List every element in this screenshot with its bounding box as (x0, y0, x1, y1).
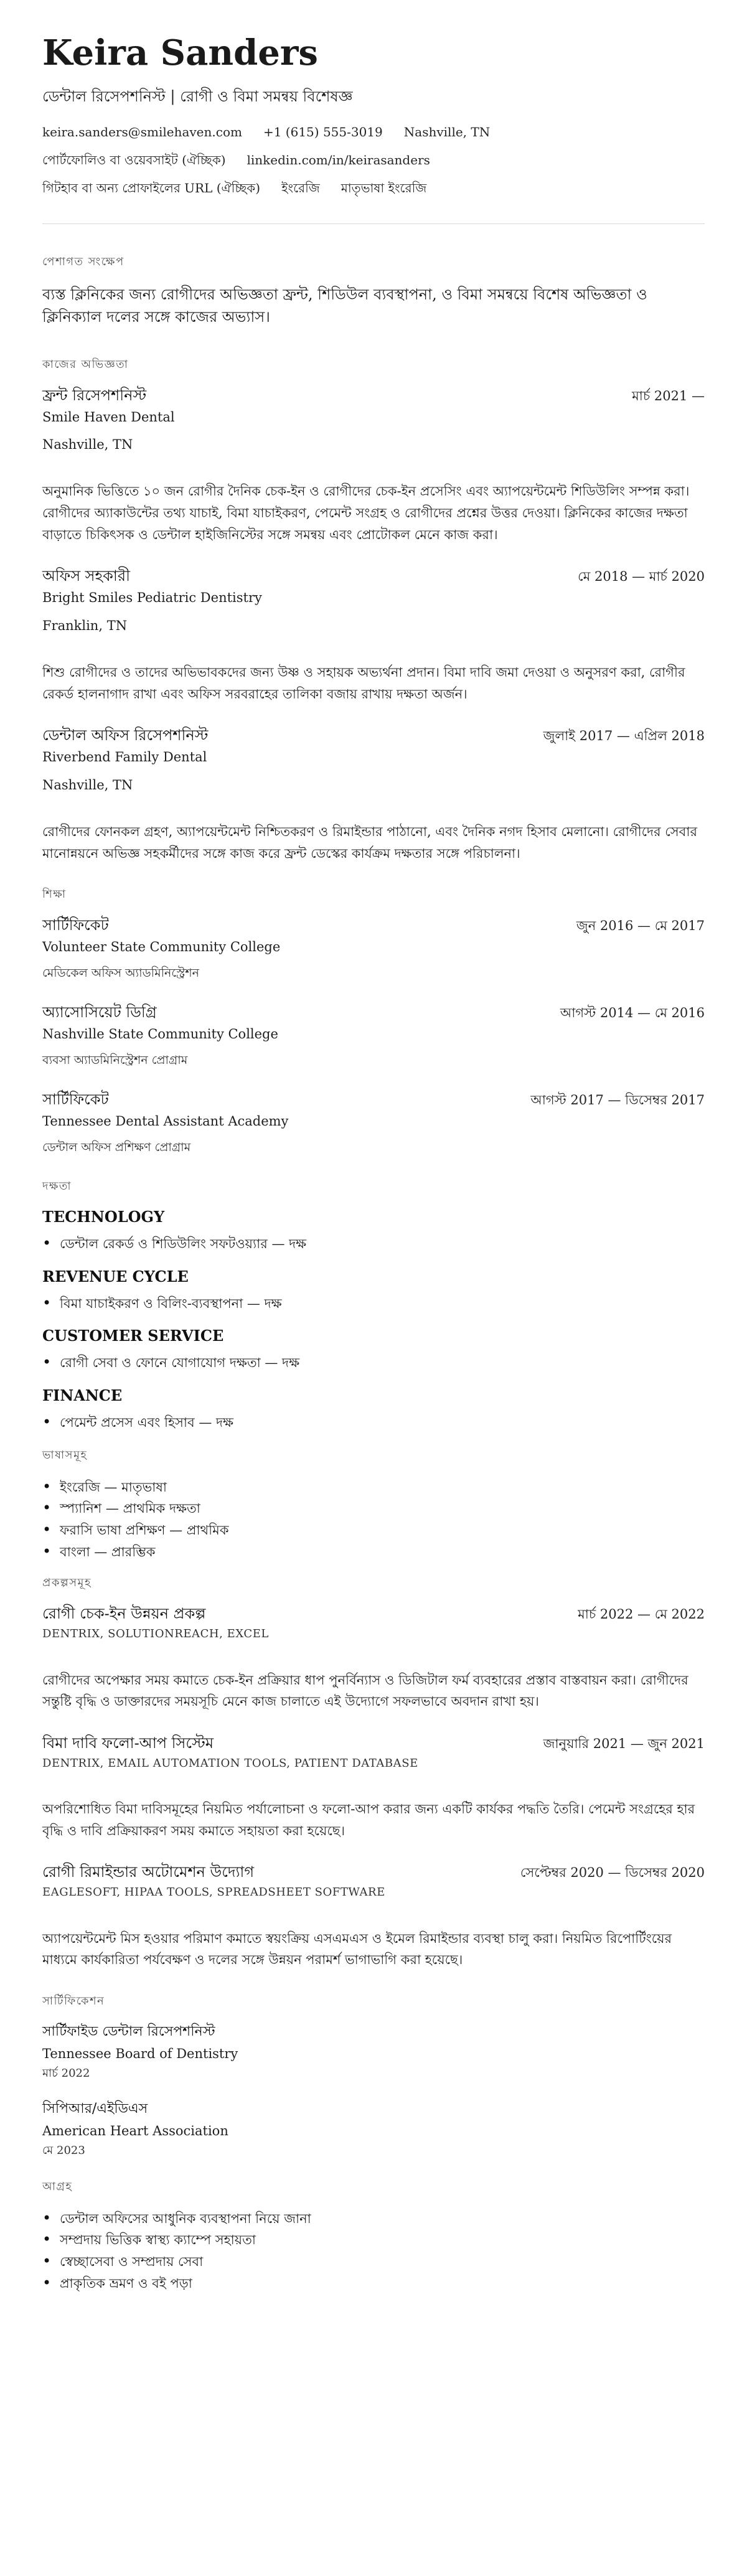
skills-group-finance (42, 1386, 705, 1434)
language-chip-2: মাতৃভাষা ইংরেজি (341, 180, 427, 195)
summary-title: পেশাগত সংক্ষেপ (42, 255, 125, 268)
skills-group-revenue-cycle-title: REVENUE CYCLE (42, 1267, 189, 1286)
education-entry-3-institution: Tennessee Dental Assistant Academy (42, 1114, 289, 1129)
interests-section (42, 2178, 705, 2295)
certification-entry-1-issuer: Tennessee Board of Dentistry (42, 2046, 238, 2061)
projects-section (42, 1574, 705, 1971)
header-divider (42, 223, 705, 224)
education-entry-3-title: সার্টিফিকেট (42, 1091, 109, 1109)
experience-entry-3 (42, 726, 705, 864)
languages-title: ভাষাসমূহ (42, 1448, 88, 1462)
linkedin-link[interactable]: linkedin.com/in/keirasanders (247, 152, 430, 167)
experience-entry-1-desc: অনুমানিক ভিত্তিতে ১০ জন রোগীর দৈনিক চেক-ইন ও রোগীদের চেক-ইন প্রসেসিং এবং অ্যাপয়েন্টমেন্ট শিডিউলিং সম্পন্ন করা। রোগীদের অ্যাকাউন্টের তথ্য যাচাই, বিমা যাচাইকরণ, পেমেন্ট সংগ্রহ ও রোগীদের প্রশ্নের উত্তর দেওয়া। ক্লিনিকের কাজের দক্ষতা বাড়াতে চিকিৎসক ও ডেন্টাল হাইজিনিস্টের সঙ্গে সমন্বয় এবং প্রোটোকল মেনে কাজ করা। (42, 484, 690, 542)
education-entry-1-institution: Volunteer State Community College (42, 939, 281, 955)
project-entry-3 (42, 1863, 705, 1971)
experience-section (42, 355, 705, 865)
experience-entry-1 (42, 386, 705, 546)
project-entry-3-head (42, 1863, 705, 1881)
experience-title: কাজের অভিজ্ঞতা (42, 357, 129, 371)
experience-entry-3-location: Nashville, TN (42, 777, 133, 792)
project-entry-1-date: মার্চ 2022 — মে 2022 (578, 1607, 705, 1622)
skill-item: • পেমেন্ট প্রসেস এবং হিসাব — দক্ষ (60, 1412, 705, 1434)
project-entry-2-title: বিমা দাবি ফলো-আপ সিস্টেম (42, 1734, 214, 1752)
language-chip-1: ইংরেজি (281, 180, 320, 195)
skills-section (42, 1177, 705, 1434)
interests-list (42, 2208, 705, 2295)
certification-entry-2 (42, 2100, 705, 2158)
certification-entry-1-title: সার্টিফাইড ডেন্টাল রিসেপশনিস্ট (42, 2023, 215, 2039)
experience-entry-3-head (42, 726, 705, 745)
certification-entry-2-title: সিপিআর/এইডিএস (42, 2101, 148, 2117)
education-entry-1-detail: মেডিকেল অফিস অ্যাডমিনিস্ট্রেশন (42, 966, 200, 980)
experience-entry-2-company: Bright Smiles Pediatric Dentistry (42, 590, 262, 606)
project-entry-3-desc: অ্যাপয়েন্টমেন্ট মিস হওয়ার পরিমাণ কমাতে স্বয়ংক্রিয় এসএমএস ও ইমেল রিমাইন্ডার ব্যবস্থা চালু করা। নিয়মিত রিপোর্টিংয়ের মাধ্যমে কার্যকারিতা পর্যবেক্ষণ ও দলের সঙ্গে উন্নয়ন পরামর্শ ভাগাভাগি করা হয়েছে। (42, 1930, 672, 1968)
certification-entry-1-date: মার্চ 2022 (42, 2066, 90, 2080)
skills-group-customer-service (42, 1327, 705, 1374)
skills-group-finance-title: FINANCE (42, 1386, 123, 1405)
interest-item: • প্রাকৃতিক ভ্রমণ ও বই পড়া (60, 2273, 705, 2295)
contact-row-2 (42, 151, 705, 169)
education-entry-2-title: অ্যাসোসিয়েট ডিগ্রি (42, 1004, 157, 1022)
experience-entry-3-desc: রোগীদের ফোনকল গ্রহণ, অ্যাপয়েন্টমেন্ট নিশ্চিতকরণ ও রিমাইন্ডার পাঠানো, এবং দৈনিক নগদ হিসাব মেলানো। রোগীদের সেবার মানোন্নয়নে অভিজ্ঞ সহকর্মীদের সঙ্গে কাজ করে ফ্রন্ট ডেস্কের কার্যক্রম দক্ষতার সঙ্গে পরিচালনা। (42, 824, 697, 861)
experience-entry-3-date: জুলাই 2017 — এপ্রিল 2018 (543, 728, 705, 744)
project-entry-1-tags: DENTRIX, SOLUTIONREACH, EXCEL (42, 1627, 269, 1641)
certifications-title: সার্টিফিকেশন (42, 1994, 105, 2008)
project-entry-1-title: রোগী চেক-ইন উন্নয়ন প্রকল্প (42, 1605, 206, 1623)
project-entry-3-title: রোগী রিমাইন্ডার অটোমেশন উদ্যোগ (42, 1863, 255, 1881)
project-entry-1-desc: রোগীদের অপেক্ষার সময় কমাতে চেক-ইন প্রক্রিয়ার ধাপ পুনর্বিন্যাস ও ডিজিটাল ফর্ম ব্যবহারের প্রস্তাব বাস্তবায়ন করা। রোগীদের সন্তুষ্টি বৃদ্ধি ও ডাক্তারদের সময়সূচি মেনে কাজ চালাতে এই উদ্যোগে সফলভাবে অবদান রাখা হয়। (42, 1672, 688, 1709)
experience-entry-2-head (42, 566, 705, 585)
project-entry-2-desc: অপরিশোধিত বিমা দাবিসমূহের নিয়মিত পর্যালোচনা ও ফলো-আপ করার জন্য একটি কার্যকর পদ্ধতি তৈরি। পেমেন্ট সংগ্রহের হার বৃদ্ধি ও দাবি প্রক্রিয়াকরণ সময় কমাতে সহায়তা করা হয়েছে। (42, 1802, 695, 1838)
skills-group-customer-service-title: CUSTOMER SERVICE (42, 1327, 224, 1345)
education-entry-3 (42, 1090, 705, 1156)
profile-url-placeholder: গিটহাব বা অন্য প্রোফাইলের URL (ঐচ্ছিক) (42, 180, 261, 195)
experience-entry-1-location: Nashville, TN (42, 436, 133, 452)
skills-group-finance-list (42, 1412, 705, 1434)
experience-entry-2-location: Franklin, TN (42, 618, 128, 633)
language-item: • ইংরেজি — মাতৃভাষা (60, 1477, 705, 1498)
experience-entry-2 (42, 566, 705, 705)
portfolio-placeholder: পোর্টফোলিও বা ওয়েবসাইট (ঐচ্ছিক) (42, 152, 226, 167)
skill-item: • রোগী সেবা ও ফোনে যোগাযোগ দক্ষতা — দক্ষ (60, 1352, 705, 1374)
experience-entry-1-company: Smile Haven Dental (42, 409, 175, 425)
contact-row-1 (42, 123, 705, 141)
skills-group-revenue-cycle-list (42, 1293, 705, 1315)
project-entry-1 (42, 1604, 705, 1713)
language-item: • ফরাসি ভাষা প্রশিক্ষণ — প্রাথমিক (60, 1520, 705, 1541)
skills-title: দক্ষতা (42, 1180, 72, 1193)
languages-section (42, 1446, 705, 1563)
experience-entry-3-company: Riverbend Family Dental (42, 750, 207, 765)
language-item: • স্প্যানিশ — প্রাথমিক দক্ষতা (60, 1498, 705, 1520)
projects-title: প্রকল্পসমূহ (42, 1576, 92, 1590)
certification-entry-1 (42, 2023, 705, 2081)
education-entry-3-head (42, 1090, 705, 1109)
phone-number[interactable]: +1 (615) 555-3019 (263, 124, 383, 139)
project-entry-3-date: সেপ্টেম্বর 2020 — ডিসেম্বর 2020 (520, 1865, 705, 1881)
languages-list (42, 1477, 705, 1563)
education-title: শিক্ষা (42, 888, 67, 901)
education-entry-1 (42, 916, 705, 982)
skills-group-technology-list (42, 1233, 705, 1255)
education-section (42, 885, 705, 1156)
project-entry-2-date: জানুয়ারি 2021 — জুন 2021 (543, 1736, 705, 1751)
certifications-section (42, 1992, 705, 2159)
resume-header (42, 32, 705, 197)
education-entry-3-detail: ডেন্টাল অফিস প্রশিক্ষণ প্রোগ্রাম (42, 1140, 191, 1155)
email-link[interactable]: keira.sanders@smilehaven.com (42, 124, 242, 139)
education-entry-2-detail: ব্যবসা অ্যাডমিনিস্ট্রেশন প্রোগ্রাম (42, 1053, 188, 1068)
project-entry-2-head (42, 1734, 705, 1752)
experience-entry-2-title: অফিস সহকারী (42, 567, 130, 585)
interests-title: আগ্রহ (42, 2179, 73, 2193)
location-text: Nashville, TN (403, 124, 491, 139)
interest-item: • সম্প্রদায় ভিত্তিক স্বাস্থ্য ক্যাম্পে সহায়তা (60, 2229, 705, 2251)
summary-text: ব্যস্ত ক্লিনিকের জন্য রোগীদের অভিজ্ঞতা ফ্রন্ট, শিডিউল ব্যবস্থাপনা, ও বিমা সমন্বয়ে বিশেষ অভিজ্ঞতা ও ক্লিনিক্যাল দলের সঙ্গে কাজের অভ্যাস। (42, 285, 647, 326)
education-entry-2-head (42, 1003, 705, 1022)
education-entry-1-head (42, 916, 705, 934)
interest-item: • স্বেচ্ছাসেবা ও সম্প্রদায় সেবা (60, 2251, 705, 2273)
skills-group-technology-title: TECHNOLOGY (42, 1208, 165, 1226)
education-entry-1-date: জুন 2016 — মে 2017 (576, 918, 705, 934)
skills-group-technology (42, 1208, 705, 1255)
candidate-name: Keira Sanders (42, 32, 318, 73)
skill-item: • ডেন্টাল রেকর্ড ও শিডিউলিং সফটওয়্যার — দক্ষ (60, 1233, 705, 1255)
education-entry-2 (42, 1003, 705, 1069)
candidate-headline: ডেন্টাল রিসেপশনিস্ট | রোগী ও বিমা সমন্বয় বিশেষজ্ঞ (42, 87, 353, 105)
project-entry-2 (42, 1734, 705, 1842)
experience-entry-1-title: ফ্রন্ট রিসেপশনিস্ট (42, 386, 147, 404)
project-entry-2-tags: DENTRIX, EMAIL AUTOMATION TOOLS, PATIENT DATABASE (42, 1756, 418, 1770)
certification-entry-2-date: মে 2023 (42, 2144, 85, 2158)
education-entry-1-title: সার্টিফিকেট (42, 916, 109, 934)
project-entry-3-tags: EAGLESOFT, HIPAA TOOLS, SPREADSHEET SOFTWARE (42, 1886, 385, 1899)
education-entry-2-date: আগস্ট 2014 — মে 2016 (560, 1005, 705, 1021)
contact-row-3 (42, 179, 705, 197)
experience-entry-2-desc: শিশু রোগীদের ও তাদের অভিভাবকদের জন্য উষ্ণ ও সহায়ক অভ্যর্থনা প্রদান। বিমা দাবি জমা দেওয়া ও অনুসরণ করা, রোগীর রেকর্ড হালনাগাদ রাখা এবং অফিস সরবরাহের তালিকা বজায় রাখায় দক্ষতা অর্জন। (42, 664, 685, 702)
project-entry-1-head (42, 1604, 705, 1623)
skill-item: • বিমা যাচাইকরণ ও বিলিং-ব্যবস্থাপনা — দক্ষ (60, 1293, 705, 1315)
education-entry-2-institution: Nashville State Community College (42, 1027, 278, 1042)
language-item: • বাংলা — প্রারম্ভিক (60, 1541, 705, 1563)
skills-group-revenue-cycle (42, 1267, 705, 1315)
experience-entry-2-date: মে 2018 — মার্চ 2020 (578, 569, 705, 585)
certification-entry-2-issuer: American Heart Association (42, 2123, 228, 2138)
experience-entry-1-head (42, 386, 705, 405)
experience-entry-3-title: ডেন্টাল অফিস রিসেপশনিস্ট (42, 726, 209, 745)
interest-item: • ডেন্টাল অফিসের আধুনিক ব্যবস্থাপনা নিয়ে জানা (60, 2208, 705, 2230)
education-entry-3-date: আগস্ট 2017 — ডিসেম্বর 2017 (530, 1093, 705, 1108)
skills-group-customer-service-list (42, 1352, 705, 1374)
summary-section (42, 253, 705, 328)
experience-entry-1-date: মার্চ 2021 — (632, 388, 705, 403)
